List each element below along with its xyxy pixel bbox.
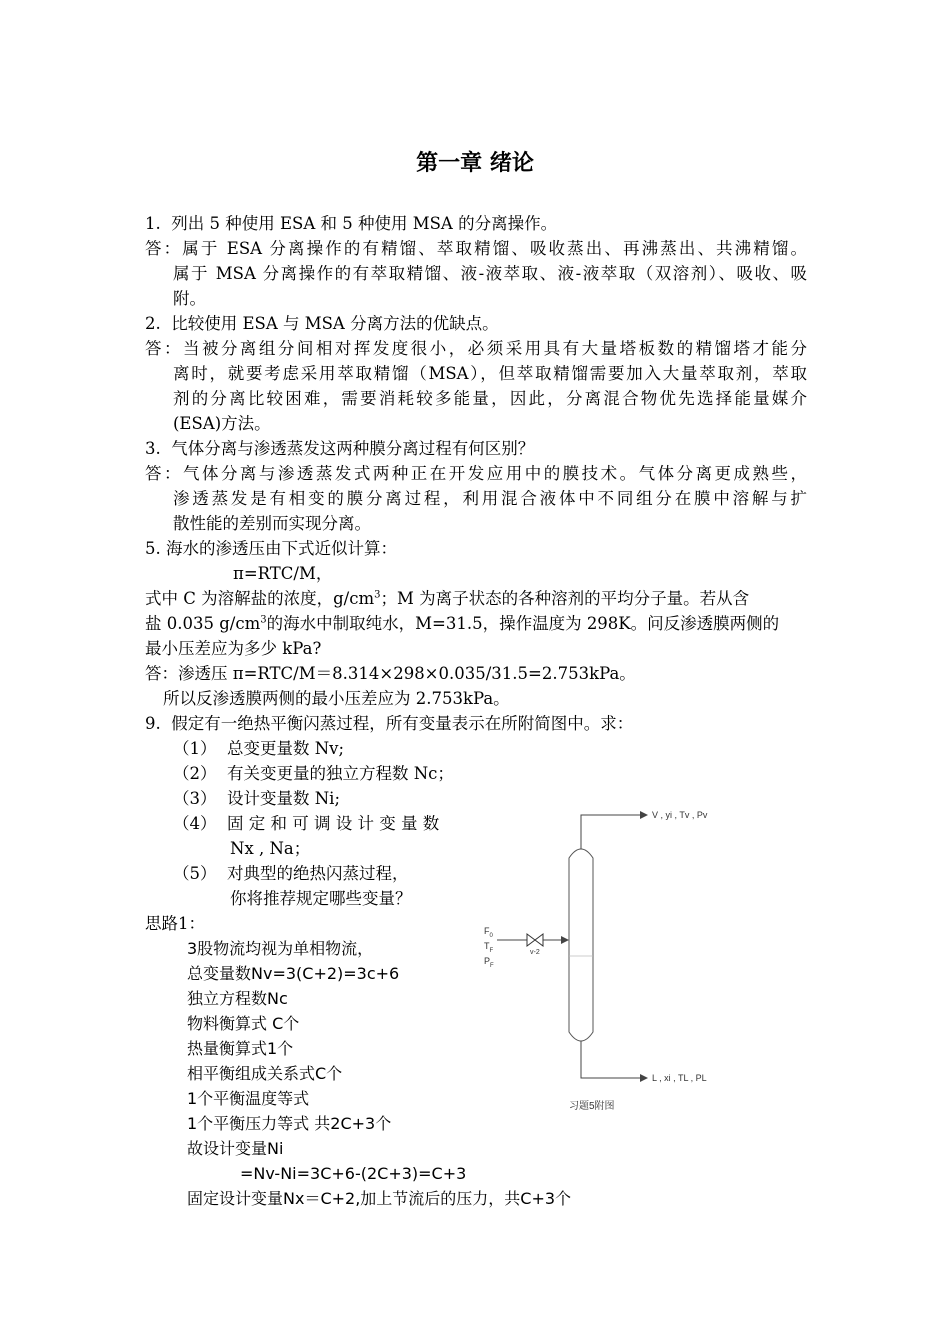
thought-line-4: 物料衡算式 C个 [187, 1014, 300, 1033]
q5-text-1b: ；M 为离子状态的各种溶剂的平均分子量。若从含 [380, 589, 750, 608]
q2-answer-line-3: 剂的分离比较困难，需要消耗较多能量，因此，分离混合物优先选择能量媒介 [173, 389, 807, 408]
feed-arrow [561, 936, 569, 944]
q3-answer-line-2: 渗透蒸发是有相变的膜分离过程，利用混合液体中不同组分在膜中溶解与扩 [173, 489, 807, 508]
thought-line-2: 总变量数Nv=3(C+2)=3c+6 [187, 964, 400, 983]
thought-line-6: 相平衡组成关系式C个 [187, 1064, 343, 1083]
q1-answer-line-1: 答：属于 ESA 分离操作的有精馏、萃取精馏、吸收蒸出、再沸蒸出、共沸精馏。 [145, 239, 807, 258]
q3-answer-line-3: 散性能的差别而实现分离。 [173, 514, 371, 533]
q9-item-2: （2） 有关变更量的独立方程数 Nc； [173, 764, 454, 783]
chapter-title: 第一章 绪论 [416, 151, 534, 176]
feed-f: F [484, 926, 490, 936]
liquid-arrow [640, 1074, 648, 1082]
thought-line-9: 故设计变量Ni [187, 1139, 284, 1158]
q5-text-2a: 盐 0.035 g/cm [145, 614, 261, 633]
q1-question: 1. 列出 5 种使用 ESA 和 5 种使用 MSA 的分离操作。 [145, 214, 558, 233]
thought-line-11: 固定设计变量Nx＝C+2,加上节流后的压力，共C+3个 [187, 1189, 572, 1208]
valve-label: v-2 [530, 949, 540, 956]
q9-question: 9. 假定有一绝热平衡闪蒸过程，所有变量表示在所附简图中。求： [145, 714, 634, 733]
valve-icon [527, 934, 535, 946]
q5-question: 5. 海水的渗透压由下式近似计算： [145, 539, 397, 558]
q5-formula: π=RTC/M， [233, 564, 333, 583]
figure-caption: 习题5附图 [569, 1101, 615, 1112]
q2-answer-line-4: (ESA)方法。 [173, 414, 271, 433]
q9-item-1: （1） 总变更量数 Nv; [173, 739, 345, 758]
feed-temp-label [484, 941, 493, 954]
q9-item-3: （3） 设计变量数 Ni; [173, 789, 341, 808]
feed-t-sub: F [489, 947, 494, 954]
feed-p-sub: F [490, 962, 494, 969]
superscript-3: 3 [260, 614, 267, 626]
q3-answer-line-1: 答：气体分离与渗透蒸发式两种正在开发应用中的膜技术。气体分离更成熟些， [145, 464, 807, 483]
feed-t: T [484, 941, 490, 951]
vapor-outlet-line [581, 815, 640, 849]
q5-text-2b: 的海水中制取纯水，M=31.5，操作温度为 298K。问反渗透膜两侧的 [266, 614, 780, 633]
thought-line-3: 独立方程数Nc [187, 989, 288, 1008]
q1-answer-line-3: 附。 [173, 289, 206, 308]
column-vessel [569, 849, 593, 1041]
thought-line-1: 3股物流均视为单相物流， [187, 939, 374, 958]
q9-item-4: （4） 固 定 和 可 调 设 计 变 量 数 [173, 814, 440, 833]
vapor-arrow [640, 811, 648, 819]
q5-answer-line-1: 答：渗透压 π=RTC/M＝8.314×298×0.035/31.5=2.753kPa。 [145, 664, 636, 683]
thought-line-10: =Nv-Ni=3C+6-(2C+3)=C+3 [240, 1164, 467, 1183]
feed-flow-label [484, 926, 493, 939]
feed-f-sub: 0 [489, 932, 493, 939]
valve-icon-right [535, 934, 543, 946]
q9-item-5: （5） 对典型的绝热闪蒸过程， [173, 864, 409, 883]
q1-answer-line-2: 属于 MSA 分离操作的有萃取精馏、液-液萃取、液-液萃取（双溶剂）、吸收、吸 [173, 264, 807, 283]
q9-thought-label: 思路1： [145, 914, 205, 933]
q2-answer-line-1: 答：当被分离组分间相对挥发度很小，必须采用具有大量塔板数的精馏塔才能分 [145, 339, 807, 358]
liquid-outlet-line [581, 1041, 640, 1078]
superscript-3: 3 [374, 589, 381, 601]
q2-question: 2. 比较使用 ESA 与 MSA 分离方法的优缺点。 [145, 314, 499, 333]
feed-pressure-label [484, 956, 494, 969]
thought-line-5: 热量衡算式1个 [187, 1039, 294, 1058]
q2-answer-line-2: 离时，就要考虑采用萃取精馏（MSA），但萃取精馏需要加入大量萃取剂，萃取 [173, 364, 807, 383]
thought-line-8: 1个平衡压力等式 共2C+3个 [187, 1114, 392, 1133]
q5-text-1a: 式中 C 为溶解盐的浓度，g/cm [145, 589, 375, 608]
q5-text-line-3: 最小压差应为多少 kPa? [145, 639, 322, 658]
q9-item-5-cont: 你将推荐规定哪些变量？ [230, 889, 412, 908]
feed-p: P [484, 956, 491, 966]
q3-question: 3. 气体分离与渗透蒸发这两种膜分离过程有何区别？ [145, 439, 535, 458]
vapor-label: V , yi , Tv , Pv [652, 810, 708, 820]
q5-answer-line-2: 所以反渗透膜两侧的最小压差应为 2.753kPa。 [163, 689, 510, 708]
thought-line-7: 1个平衡温度等式 [187, 1089, 310, 1108]
liquid-label: L , xi , TL , PL [652, 1073, 707, 1083]
q9-item-4-cont: Nx , Na； [230, 839, 311, 858]
